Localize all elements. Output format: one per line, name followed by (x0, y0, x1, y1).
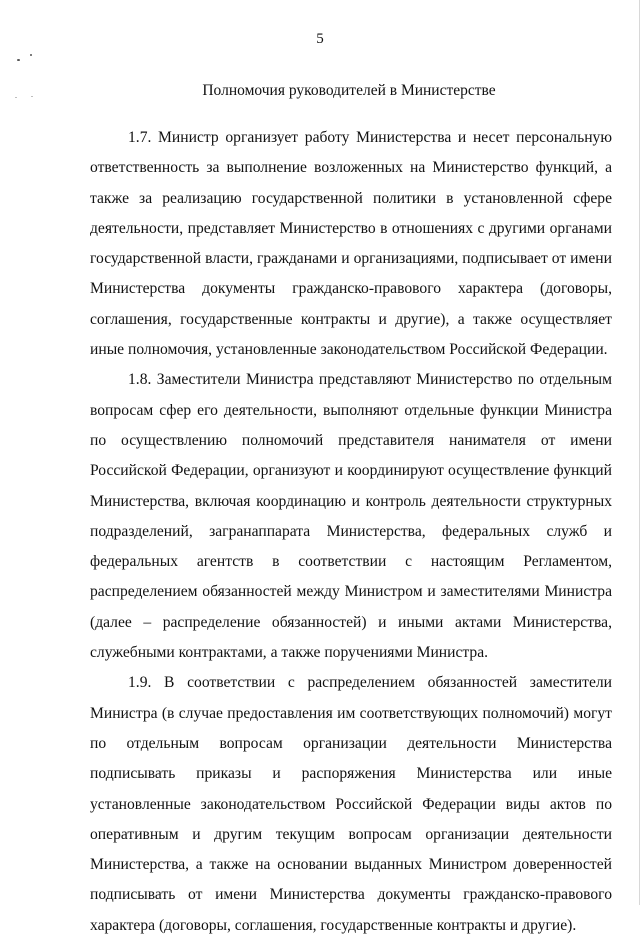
scan-speck (17, 59, 20, 61)
paragraph-1-8: 1.8. Заместители Министра представляют Министерство по отдельным вопросам сфер его деятельности, выполняют отдельные функции Министра по осуществлению полномочий представителя нанимателя от имени Российской Федерации, организуют и координируют осуществление функций Министерства, включая координацию и контроль деятельности структурных подразделений, загранаппарата Министерства, федеральных служб и федеральных агентств в соответствии с настоящим Регламентом, распределением обязанностей между Министром и заместителями Министра (далее – распределение обязанностей) и иными актами Министерства, служебными контрактами, а также поручениями Министра. (90, 371, 612, 662)
document-body (90, 123, 612, 941)
section-heading: Полномочия руководителей в Министерстве (202, 82, 496, 99)
page-number: 5 (316, 31, 324, 47)
paragraph-1-7: 1.7. Министр организует работу Министерства и несет персональную ответственность за выполнение возложенных на Министерство функций, а также за реализацию государственной политики в установленной сфере деятельности, представляет Министерство в отношениях с другими органами государственной власти, гражданами и организациями, подписывает от имени Министерства документы гражданско-правового характера (договоры, соглашения, государственные контракты и другие), а также осуществляет иные полномочия, установленные законодательством Российской Федерации. (90, 129, 612, 359)
scan-speck (30, 54, 32, 56)
paragraph-1-9: 1.9. В соответствии с распределением обязанностей заместители Министра (в случае предоставления им соответствующих полномочий) могут по отдельным вопросам организации деятельности Министерства подписывать приказы и распоряжения Министерства или иные установленные законодательством Российской Федерации виды актов по оперативным и другим текущим вопросам организации деятельности Министерства, а также на основании выданных Министром доверенностей подписывать от имени Министерства документы гражданско-правового характера (договоры, соглашения, государственные контракты и другие). (90, 674, 612, 934)
